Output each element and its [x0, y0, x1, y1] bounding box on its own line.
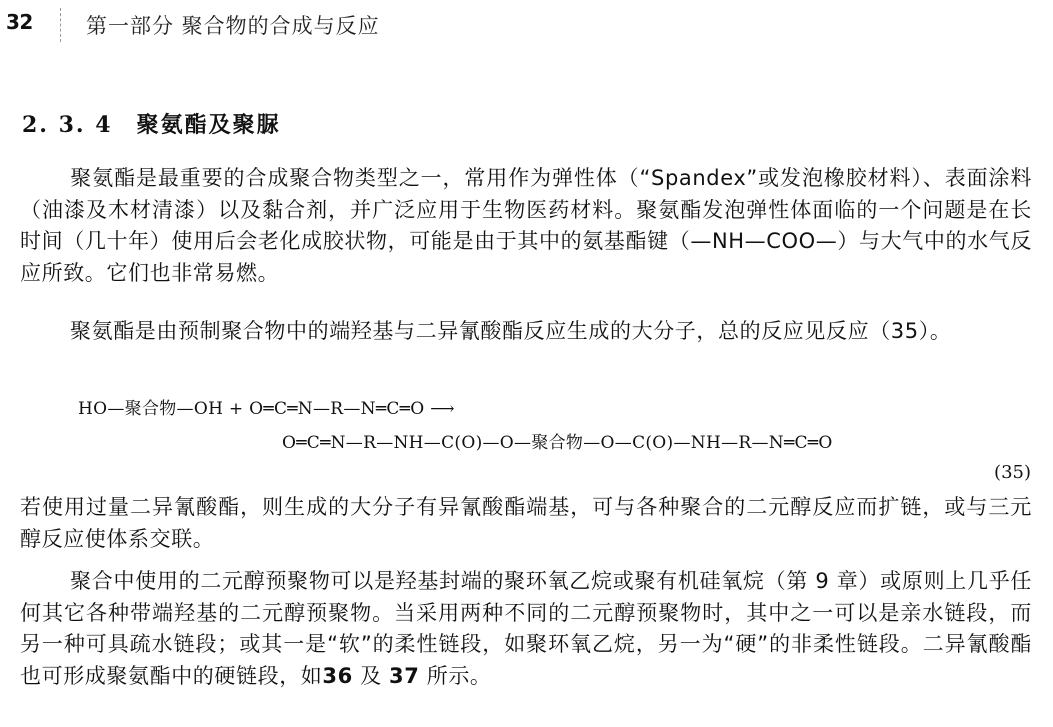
section-heading — [22, 108, 281, 139]
paragraph-intro — [20, 163, 1032, 289]
equation-line-1: HO—聚合物—OH + O═C═N—R—N═C═O ⟶ — [78, 399, 455, 419]
equation-number: (35) — [994, 462, 1031, 483]
paragraph-intro-text: 聚氨酯是最重要的合成聚合物类型之一，常用作为弹性体（“Spandex”或发泡橡胶材料）、表面涂料（油漆及木材清漆）以及黏合剂，并广泛应用于生物医药材料。聚氨酯发泡弹性体面临的一个问题是在长时间（几十年）使用后会老化成胶状物，可能是由于其中的氨基酯键（—NH—COO—）与大气中的水气反应所致。它们也非常易燃。 — [20, 166, 1032, 285]
section-number: 2. 3. 4 — [22, 112, 113, 138]
paragraph-reaction-intro-text: 聚氨酯是由预制聚合物中的端羟基与二异氰酸酯反应生成的大分子，总的反应见反应（35）。 — [70, 319, 952, 343]
running-title: 第一部分 聚合物的合成与反应 — [86, 14, 380, 38]
paragraph-reaction-intro — [20, 316, 1032, 348]
paragraph-prepolymers-text: 聚合中使用的二元醇预聚物可以是羟基封端的聚环氧乙烷或聚有机硅氧烷（第 9 章）或原则上几乎任何其它各种带端羟基的二元醇预聚物。当采用两种不同的二元醇预聚物时，其中之一可以是亲水链段，而另一种可具疏水链段；或其一是“软”的柔性链段，如聚环氧乙烷，另一为“硬”的非柔性链段。二异氰酸酯也可形成聚氨酯中的硬链段，如 — [20, 569, 1032, 688]
page-number: 32 — [6, 10, 33, 34]
paragraph-prepolymers-end: 所示。 — [419, 663, 492, 688]
compound-ref-36: 36 — [322, 663, 353, 688]
paragraph-excess-isocyanate — [20, 492, 1032, 555]
page-header — [0, 8, 1053, 44]
paragraph-excess-isocyanate-text: 若使用过量二异氰酸酯，则生成的大分子有异氰酸酯端基，可与各种聚合的二元醇反应而扩链，或与三元醇反应使体系交联。 — [20, 495, 1032, 551]
header-divider — [60, 8, 61, 42]
equation-line-2: O═C═N—R—NH—C(O)—O—聚合物—O—C(O)—NH—R—N═C═O — [282, 433, 833, 453]
paragraph-prepolymers — [20, 566, 1032, 692]
conjunction-text: 及 — [352, 663, 389, 688]
section-title: 聚氨酯及聚脲 — [136, 112, 281, 138]
compound-ref-37: 37 — [389, 663, 420, 688]
